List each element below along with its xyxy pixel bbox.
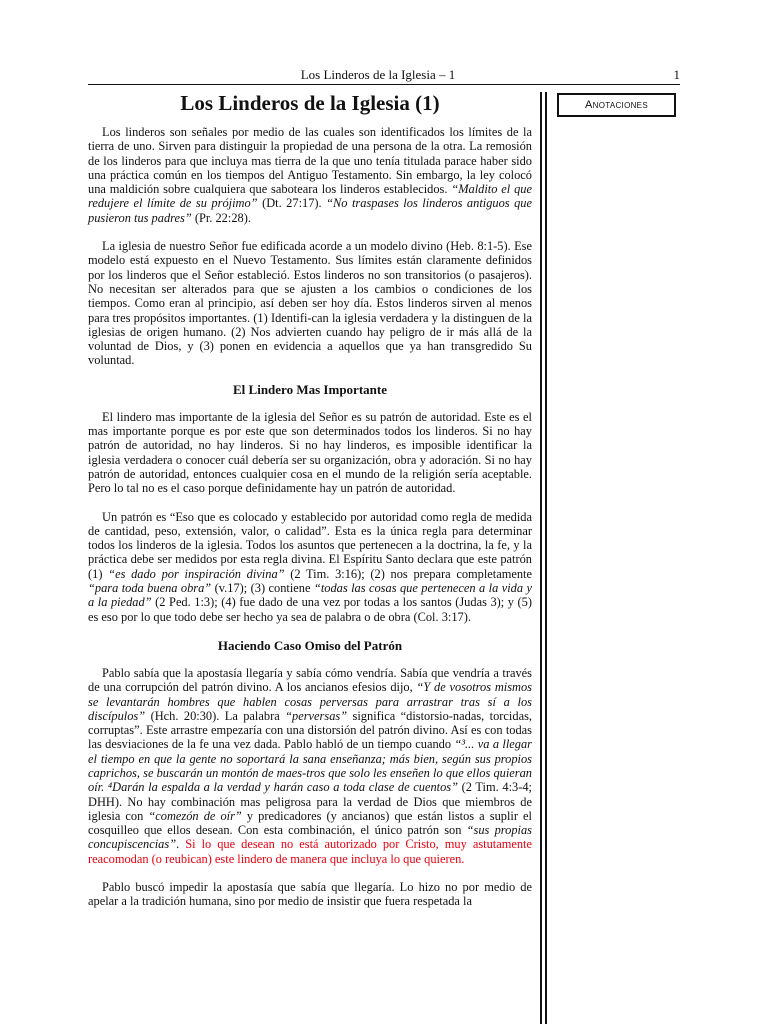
paragraph [88,125,532,225]
paragraph: El lindero mas importante de la iglesia del Señor es su patrón de autoridad. Este es el mas importante porque es por este que son determinados todos los linderos. Si no hay patrón de autoridad, no hay linderos. Si no hay linderos, es imposible identificar la iglesia verdadera o conocer cuál debería ser su organización, obra y adoración. Si no hay patrón de autoridad, entonces cualquier cosa en el mundo de la religión sería aceptable. Pero lo tal no es el caso porque definidamente hay un patrón de autoridad. [88,409,532,496]
paragraph-text: (v.17); (3) contiene [211,581,314,596]
scripture-quote: “para toda buena obra” [88,581,212,596]
paragraph-text: (2 Tim. 4:3-4; DHH). No hay combinación mas peligrosa para la verdad de Dios que miembros de iglesia con [88,780,532,823]
paragraph-text: (Hch. 20:30). La palabra [145,708,286,723]
paragraph: La iglesia de nuestro Señor fue edificada acorde a un modelo divino (Heb. 8:1-5). Ese modelo está expuesto en el Nuevo Testamento. Sus límites están claramente definidos por los linderos que el Señor estableció. Estos linderos no son transitorios (o pasajeros). No necesitan ser alterados para que se ajusten a los cambios o condiciones de los tiempos. Como eran al principio, así deben ser hoy día. Estos linderos sirven al menos para tres propósitos importantes. (1) Identifi-can la iglesia verdadera y la distinguen de la iglesias de origen humano. (2) Nos advierten cuando hay peligro de ir más allá de la voluntad de Dios, y (3) ponen en evidencia a aquellos que ya han transgredido Su voluntad. [88,239,532,368]
scripture-quote: “Y de vosotros mismos se levantarán hombres que hablen cosas perversas para arrastrar tras sí a los discípulos” [88,680,532,723]
quoted-term: “perversas” [285,708,348,723]
paragraph-text: (2 Tim. 3:16); (2) nos prepara completamente [284,566,533,581]
annotations-label: Anotaciones [557,93,676,117]
quoted-term: “sus propias concupiscencias” [88,823,532,852]
column-divider-rule [540,92,542,1024]
scripture-reference: (Dt. 27:17). [257,196,327,211]
scripture-quote: “No traspases los linderos antiguos que pusieron tus padres” [88,196,532,225]
paragraph-text: . [176,837,186,852]
scripture-quote: “³... va a llegar el tiempo en que la gente no soportará la sana enseñanza; más bien, según sus propios caprichos, se buscarán un montón de maes-tros que solo les enseñen lo que ellos quieran oír. ⁴Darán la espalda a la verdad y harán caso a toda clase de cuentos” [88,737,532,795]
scripture-quote: “Maldito el que redujere el límite de su prójimo” [88,182,532,211]
section-heading: Haciendo Caso Omiso del Patrón [217,637,403,653]
running-header [88,66,680,86]
paragraph-text: y predicadores (y ancianos) que están listos a suplir el cosquilleo que ellos desean. Con esta combinación, el único patrón son [88,808,532,838]
quoted-term: “comezón de oír” [148,808,242,823]
paragraph-text: Un patrón es “Eso que es colocado y establecido por autoridad como regla de medida de cantidad, peso, extensión, valor, o calidad”. Esta es la única regla para determinar todos los linderos de la iglesia. Todos los asuntos que pertenecen a la doctrina, la fe, y la práctica debe ser medidos por esta regla divina. El Espíritu Santo declara que este patrón (1) [88,509,532,581]
paragraph: Pablo buscó impedir la apostasía que sabía que llegaría. Lo hizo no por medio de apelar a la tradición humana, sino por medio de insistir que fuera respetada la [88,880,532,909]
scripture-quote: “todas las cosas que pertenecen a la vida y a la piedad” [88,581,533,610]
article-body [88,90,532,909]
paragraph-text: Los linderos son señales por medio de las cuales son identificados los límites de la tierra de uno. Sirven para distinguir la propiedad de una persona de la otra. La remosión de los linderos para que incluya mas tierra de la que uno tenía titulada parace haber sido una práctica común en los tiempos del Antiguo Testamento. Sin embargo, la ley colocó una maldición sobre cualquiera que saboteara los linderos establecidos. [88,125,532,197]
page-number: 1 [673,67,680,82]
paragraph-text: Pablo sabía que la apostasía llegaría y sabía cómo vendría. Sabía que vendría a través de una corrupción del patrón divino. A los ancianos efesios dijo, [88,665,532,695]
highlighted-text: Si lo que desean no está autorizado por Cristo, muy astutamente reacomodan (o reubican) este lindero de manera que incluya lo que quieren. [88,837,533,866]
running-title: Los Linderos de la Iglesia – 1 [300,67,456,82]
paragraph [88,510,532,624]
scripture-quote: “es dado por inspiración divina” [108,566,285,581]
paragraph [88,666,532,866]
document-title: Los Linderos de la Iglesia (1) [180,91,440,115]
paragraph-text: significa “distorsio-nadas, torcidas, corruptas”. Este arrastre empezaría con una distorsión del patrón divino. Así es con todas las desviaciones de la fe una vez dada. Pablo habló de un tiempo cuando [88,708,532,752]
scripture-reference: (Pr. 22:28). [191,210,251,225]
section-heading: El Lindero Mas Importante [233,381,387,397]
paragraph-text: (2 Ped. 1:3); (4) fue dado de una vez por todas a los santos (Judas 3); y (5) es eso por lo que todo debe ser hecho ya sea de palabra o de obra (Col. 3:17). [88,595,532,624]
column-divider-rule [545,92,547,1024]
header-rule [88,84,680,85]
